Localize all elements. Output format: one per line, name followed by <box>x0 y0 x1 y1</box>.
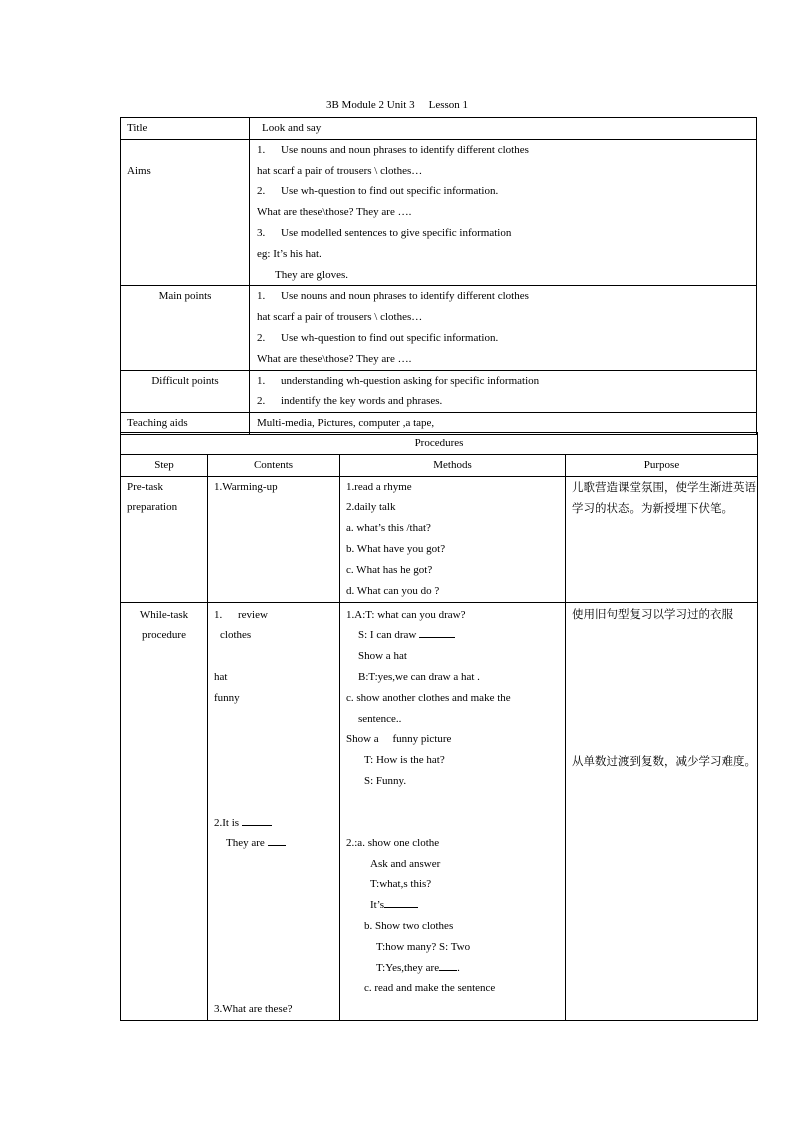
while-task-methods <box>340 602 566 1020</box>
step-line: preparation <box>127 501 178 514</box>
method-line: S: I can draw <box>346 625 565 646</box>
main-points-label: Main points <box>121 286 250 370</box>
method-line: sentence.. <box>358 712 402 725</box>
contents-line: 1. review <box>214 608 268 621</box>
method-line: T:how many? S: Two <box>376 940 471 953</box>
method-line: T:what,s this? <box>370 878 432 891</box>
method-line: T:Yes,they are . <box>376 961 460 974</box>
col-purpose: Purpose <box>566 454 758 476</box>
procedures-heading: Procedures <box>121 433 758 455</box>
method-line: 1.A:T: what can you draw? <box>346 608 466 621</box>
module-title: 3B Module 2 Unit 3 <box>325 99 415 111</box>
contents-line: hat <box>214 670 228 683</box>
method-line: a. what’s this /that? <box>346 522 431 535</box>
blank-line <box>268 835 286 846</box>
aims-line: They are gloves. <box>275 268 348 281</box>
difficult-line: 1. understanding wh-question asking for specific information <box>257 374 540 387</box>
method-line: b. What have you got? <box>346 542 446 555</box>
lesson-title: Lesson 1 <box>428 99 469 111</box>
purpose-line: 从单数过渡到复数，减少学习难度。 <box>572 753 756 768</box>
method-line: c. What has he got? <box>346 563 433 576</box>
while-task-step <box>121 602 208 1020</box>
pre-task-methods <box>340 476 566 602</box>
blank-line <box>384 897 418 908</box>
main-line: 2. Use wh-question to find out specific information. <box>257 331 499 344</box>
method-line: 2.daily talk <box>346 501 396 514</box>
method-line: c. show another clothes and make the <box>346 691 511 704</box>
method-line: T: How is the hat? <box>364 754 445 767</box>
teaching-aids-value: Multi-media, Pictures, computer ,a tape, <box>250 413 757 435</box>
blank-line <box>242 815 272 826</box>
difficult-line: 2. indentify the key words and phrases. <box>257 395 443 408</box>
method-line: B:T:yes,we can draw a hat . <box>358 670 480 683</box>
method-line: c. read and make the sentence <box>364 982 496 995</box>
method-line: 2.:a. show one clothe <box>346 836 440 849</box>
contents-line: 3.What are these? <box>214 1003 293 1016</box>
pre-task-purpose: 儿歌营造课堂氛围，使学生渐进英语学习的状态。为新授埋下伏笔。 <box>566 476 758 602</box>
difficult-points-label: Difficult points <box>121 370 250 413</box>
teaching-aids-label: Teaching aids <box>121 413 250 435</box>
difficult-points-cell <box>250 370 757 413</box>
aims-line: hat scarf a pair of trousers \ clothes… <box>257 164 423 177</box>
step-line: Pre-task <box>127 480 164 493</box>
aims-line: 1. Use nouns and noun phrases to identify different clothes <box>257 143 529 156</box>
main-line: hat scarf a pair of trousers \ clothes… <box>257 311 423 324</box>
while-task-contents <box>208 602 340 1020</box>
main-points-cell <box>250 286 757 370</box>
aims-line: eg: It’s his hat. <box>257 247 322 260</box>
contents-line: 2.It is <box>214 813 339 834</box>
step-line: While-task <box>139 608 189 621</box>
method-line: S: Funny. <box>364 774 407 787</box>
method-line: 1.read a rhyme <box>346 480 412 493</box>
aims-line: What are these\those? They are …. <box>257 206 412 219</box>
aims-line: 2. Use wh-question to find out specific information. <box>257 185 499 198</box>
blank-line <box>439 960 457 971</box>
aims-cell <box>250 139 757 286</box>
title-label: Title <box>121 118 250 140</box>
method-line: d. What can you do ? <box>346 584 440 597</box>
method-line: Show a hat <box>358 650 407 663</box>
method-line: Show a funny picture <box>346 733 452 746</box>
pre-task-contents <box>208 476 340 602</box>
document-title <box>0 99 794 111</box>
contents-line: clothes <box>220 629 252 642</box>
while-task-purpose <box>566 602 758 1020</box>
aims-label: Aims <box>121 139 250 286</box>
procedures-table <box>120 432 758 1021</box>
main-line: 1. Use nouns and noun phrases to identify different clothes <box>257 290 529 303</box>
lesson-info-table <box>120 117 757 435</box>
contents-line: 1.Warming-up <box>214 480 278 493</box>
contents-line: They are <box>214 833 339 854</box>
method-line: Ask and answer <box>370 857 441 870</box>
contents-line: funny <box>214 691 240 704</box>
col-contents: Contents <box>208 454 340 476</box>
purpose-line: 使用旧句型复习以学习过的衣服 <box>572 606 733 621</box>
title-value: Look and say <box>250 118 757 140</box>
aims-line: 3. Use modelled sentences to give specific information <box>257 226 512 239</box>
main-line: What are these\those? They are …. <box>257 352 412 365</box>
step-line: procedure <box>142 629 186 642</box>
blank-line <box>419 627 455 638</box>
col-step: Step <box>121 454 208 476</box>
method-line: It’s <box>346 895 565 916</box>
method-line: b. Show two clothes <box>364 919 454 932</box>
pre-task-step <box>121 476 208 602</box>
col-methods: Methods <box>340 454 566 476</box>
